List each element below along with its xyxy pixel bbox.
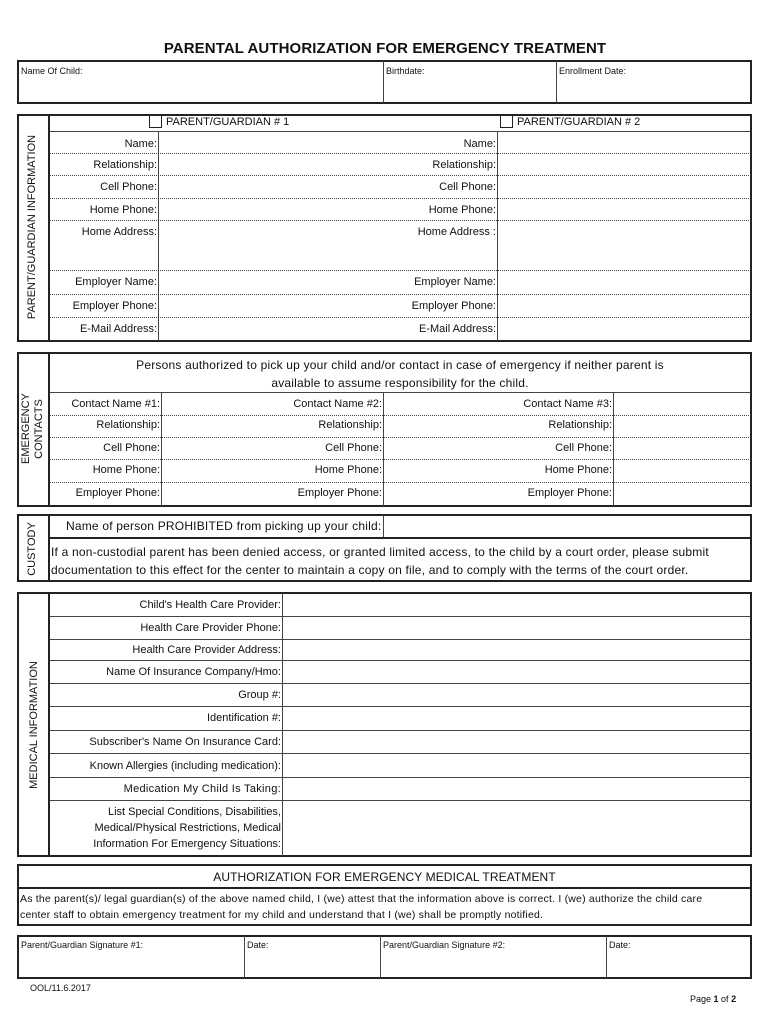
- g1-cell-label: Cell Phone:: [100, 181, 157, 193]
- subscriber-label: Subscriber's Name On Insurance Card:: [89, 736, 281, 748]
- birthdate-field[interactable]: [386, 78, 552, 100]
- authorization-text-line1: As the parent(s)/ legal guardian(s) of the above named child, I (we) attest that the information above is correct. I (we) authorize the child care: [20, 893, 703, 905]
- c2-cell-label: Cell Phone:: [325, 442, 382, 454]
- g2-email-label: E-Mail Address:: [418, 323, 496, 335]
- date1-label: Date:: [247, 940, 269, 950]
- page-prefix: Page: [690, 994, 714, 1004]
- emergency-intro-line2: available to assume responsibility for the child.: [271, 376, 529, 390]
- c2-name-label: Contact Name #2:: [293, 398, 382, 410]
- group-label: Group #:: [238, 689, 281, 701]
- g1-home-phone-label: Home Phone:: [89, 204, 157, 216]
- provider-address-label: Health Care Provider Address:: [132, 644, 281, 656]
- g1-name-label: Name:: [124, 138, 157, 150]
- g1-home-address-label: Home Address:: [81, 226, 157, 238]
- g2-cell-label: Cell Phone:: [439, 181, 496, 193]
- guardian1-header: PARENT/GUARDIAN # 1: [166, 116, 290, 128]
- subscriber-field[interactable]: [285, 732, 749, 752]
- authorization-heading: AUTHORIZATION FOR EMERGENCY MEDICAL TREATMENT: [213, 870, 556, 884]
- custody-note-line1: If a non-custodial parent has been denied access, or granted limited access, to the child by a court order, please submit: [51, 545, 709, 559]
- prohibited-label: Name of person PROHIBITED from picking up your child:: [66, 519, 382, 533]
- c3-name-label: Contact Name #3:: [523, 398, 612, 410]
- g2-name-label: Name:: [463, 138, 496, 150]
- date2-label: Date:: [609, 940, 631, 950]
- g2-home-address-label: Home Address :: [417, 226, 496, 238]
- provider-field[interactable]: [285, 595, 749, 615]
- signature2-field[interactable]: [383, 952, 603, 976]
- birthdate-label: Birthdate:: [386, 66, 425, 76]
- g1-employer-name-label: Employer Name:: [75, 276, 157, 288]
- c2-home-label: Home Phone:: [314, 464, 382, 476]
- emergency-side-label-2: CONTACTS: [33, 399, 45, 459]
- c1-relationship-label: Relationship:: [96, 419, 160, 431]
- emergency-intro-line1: Persons authorized to pick up your child and/or contact in case of emergency if neither parent is: [136, 358, 664, 372]
- identification-label: Identification #:: [207, 712, 281, 724]
- c3-relationship-label: Relationship:: [548, 419, 612, 431]
- identification-field[interactable]: [285, 708, 749, 729]
- signature2-label: Parent/Guardian Signature #2:: [383, 940, 506, 950]
- page-indicator: [690, 994, 736, 1004]
- c3-cell-label: Cell Phone:: [555, 442, 612, 454]
- c2-employer-label: Employer Phone:: [297, 487, 382, 499]
- page-total: 2: [731, 994, 737, 1004]
- g2-home-phone-label: Home Phone:: [428, 204, 496, 216]
- g2-employer-name-label: Employer Name:: [414, 276, 496, 288]
- child-name-field[interactable]: [20, 78, 380, 100]
- allergies-field[interactable]: [285, 755, 749, 776]
- prohibited-name-field[interactable]: [386, 517, 749, 536]
- page-number: 1: [713, 994, 719, 1004]
- g2-relationship-label: Relationship:: [432, 159, 496, 171]
- guardian2-checkbox[interactable]: [500, 115, 513, 128]
- c2-relationship-label: Relationship:: [318, 419, 382, 431]
- g1-email-label: E-Mail Address:: [79, 323, 157, 335]
- custody-note-line2: documentation to this effect for the center to maintain a copy on file, and to comply with the terms of the court order.: [51, 563, 689, 577]
- form-code: OOL/11.6.2017: [30, 983, 91, 993]
- g1-employer-phone-label: Employer Phone:: [72, 300, 157, 312]
- insurance-label: Name Of Insurance Company/Hmo:: [106, 666, 281, 678]
- custody-side-label: CUSTODY: [26, 522, 38, 576]
- g1-relationship-label: Relationship:: [93, 159, 157, 171]
- special-conditions-label-1: List Special Conditions, Disabilities,: [107, 806, 281, 818]
- c1-name-label: Contact Name #1:: [71, 398, 160, 410]
- provider-label: Child's Health Care Provider:: [139, 599, 281, 611]
- emergency-side-label-1: EMERGENCY: [20, 393, 32, 464]
- authorization-text-line2: center staff to obtain emergency treatment for my child and understand that I (we) shall be promptly notified.: [20, 909, 544, 921]
- guardian1-checkbox[interactable]: [149, 115, 162, 128]
- page-title: PARENTAL AUTHORIZATION FOR EMERGENCY TREATMENT: [163, 40, 607, 57]
- enrollment-date-field[interactable]: [559, 78, 749, 100]
- provider-phone-label: Health Care Provider Phone:: [140, 622, 281, 634]
- c1-cell-label: Cell Phone:: [103, 442, 160, 454]
- g2-employer-phone-label: Employer Phone:: [411, 300, 496, 312]
- insurance-field[interactable]: [285, 662, 749, 682]
- enrollment-date-label: Enrollment Date:: [559, 66, 627, 76]
- parent-guardian-side-label: PARENT/GUARDIAN INFORMATION: [26, 134, 38, 320]
- signature1-field[interactable]: [20, 952, 241, 976]
- child-name-label: Name Of Child:: [21, 66, 83, 76]
- medication-field[interactable]: [285, 779, 749, 799]
- provider-address-field[interactable]: [285, 640, 749, 659]
- c3-home-label: Home Phone:: [544, 464, 612, 476]
- date2-field[interactable]: [609, 952, 749, 976]
- page-of: of: [718, 994, 732, 1004]
- allergies-label: Known Allergies (including medication):: [89, 760, 281, 772]
- provider-phone-field[interactable]: [285, 618, 749, 638]
- guardian2-header: PARENT/GUARDIAN # 2: [517, 116, 641, 128]
- group-field[interactable]: [285, 685, 749, 705]
- medication-label: Medication My Child Is Taking:: [123, 783, 281, 795]
- special-conditions-label-3: Information For Emergency Situations:: [93, 838, 281, 850]
- special-conditions-label-2: Medical/Physical Restrictions, Medical: [94, 822, 281, 834]
- c3-employer-label: Employer Phone:: [527, 487, 612, 499]
- c1-home-label: Home Phone:: [92, 464, 160, 476]
- c1-employer-label: Employer Phone:: [75, 487, 160, 499]
- medical-side-label: MEDICAL INFORMATION: [28, 661, 40, 789]
- signature1-label: Parent/Guardian Signature #1:: [21, 940, 144, 950]
- special-conditions-field[interactable]: [285, 802, 749, 854]
- date1-field[interactable]: [247, 952, 377, 976]
